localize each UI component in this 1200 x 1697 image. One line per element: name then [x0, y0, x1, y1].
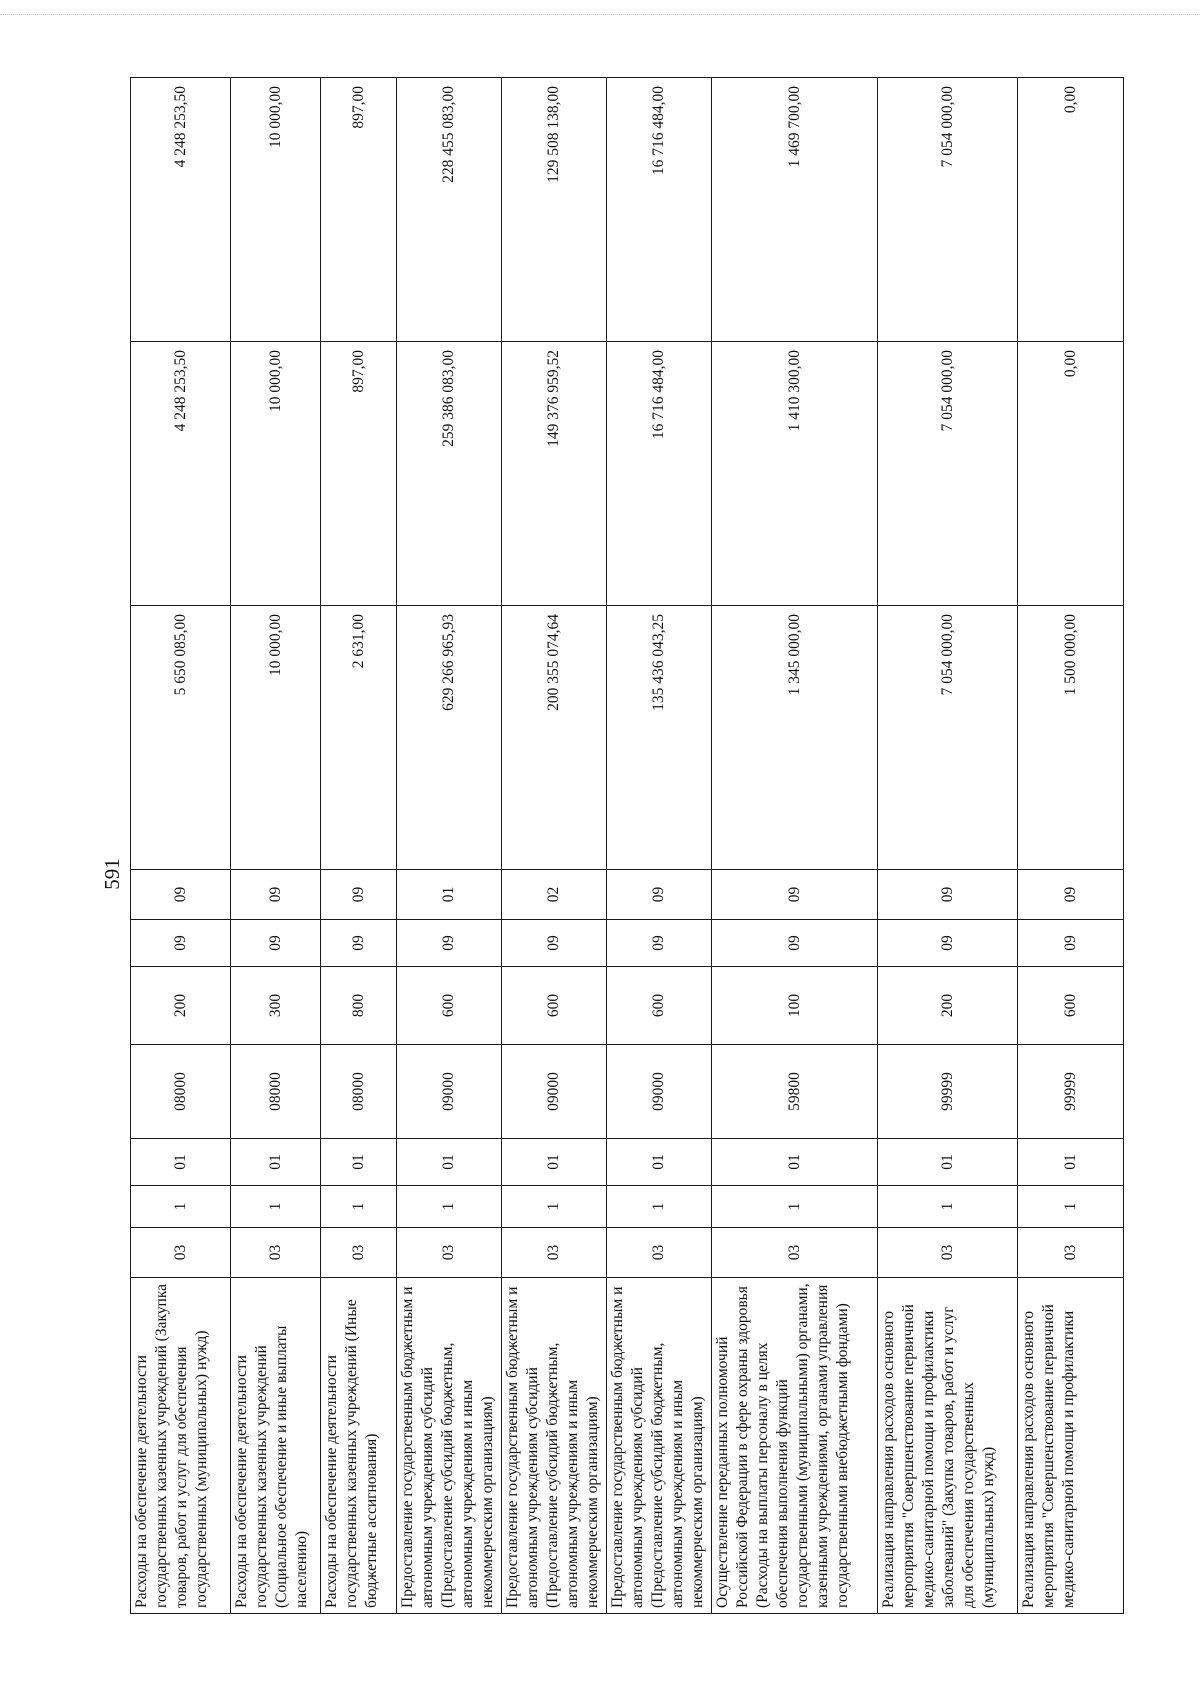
code-cell: 09 — [712, 920, 878, 967]
amount-cell: 10 000,00 — [231, 606, 321, 870]
row-name-cell: Предоставление государственным бюджетным и автономным учреждениям субсидий (Предоставление субсидий бюджетным, автономным учреждениям и иным некоммерческим организациям) — [397, 1278, 502, 1614]
code-cell: 1 — [712, 1186, 878, 1228]
code-cell: 08000 — [131, 1045, 231, 1139]
amount-cell: 149 376 959,52 — [502, 342, 607, 606]
rotated-table-wrapper — [130, 78, 1096, 1614]
code-cell: 300 — [231, 967, 321, 1045]
table-body — [131, 78, 1124, 1614]
table-row — [607, 78, 712, 1614]
code-cell: 600 — [397, 967, 502, 1045]
code-cell: 1 — [878, 1186, 1018, 1228]
amount-cell: 0,00 — [1018, 342, 1124, 606]
amount-cell: 200 355 074,64 — [502, 606, 607, 870]
amount-cell: 7 054 000,00 — [878, 342, 1018, 606]
budget-table — [130, 77, 1124, 1614]
code-cell: 03 — [231, 1228, 321, 1278]
amount-cell: 629 266 965,93 — [397, 606, 502, 870]
code-cell: 01 — [1018, 1139, 1124, 1186]
code-cell: 01 — [607, 1139, 712, 1186]
code-cell: 1 — [231, 1186, 321, 1228]
code-cell: 08000 — [231, 1045, 321, 1139]
table-row — [397, 78, 502, 1614]
code-cell: 09 — [607, 870, 712, 920]
code-cell: 09 — [231, 870, 321, 920]
amount-cell: 1 345 000,00 — [712, 606, 878, 870]
amount-cell: 129 508 138,00 — [502, 78, 607, 342]
amount-cell: 5 650 085,00 — [131, 606, 231, 870]
amount-cell: 1 469 700,00 — [712, 78, 878, 342]
code-cell: 01 — [397, 870, 502, 920]
table-row — [131, 78, 231, 1614]
code-cell: 09 — [231, 920, 321, 967]
amount-cell: 16 716 484,00 — [607, 342, 712, 606]
code-cell: 09 — [502, 920, 607, 967]
table-row — [502, 78, 607, 1614]
amount-cell: 228 455 083,00 — [397, 78, 502, 342]
amount-cell: 4 248 253,50 — [131, 78, 231, 342]
amount-cell: 897,00 — [321, 342, 397, 606]
amount-cell: 0,00 — [1018, 78, 1124, 342]
code-cell: 03 — [712, 1228, 878, 1278]
code-cell: 1 — [607, 1186, 712, 1228]
row-name-cell: Предоставление государственным бюджетным и автономным учреждениям субсидий (Предоставление субсидий бюджетным, автономным учреждениям и иным некоммерческим организациям) — [607, 1278, 712, 1614]
row-name-cell: Расходы на обеспечение деятельности государственных казенных учреждений (Социальное обеспечение и иные выплаты населению) — [231, 1278, 321, 1614]
row-name-cell: Реализация направления расходов основного мероприятия "Совершенствование первичной медико-санитарной помощи и профилактики заболеваний" (Закупка товаров, работ и услуг для обеспечения государственных (муниципальных) нужд) — [878, 1278, 1018, 1614]
code-cell: 600 — [1018, 967, 1124, 1045]
amount-cell: 135 436 043,25 — [607, 606, 712, 870]
code-cell: 01 — [502, 1139, 607, 1186]
amount-cell: 4 248 253,50 — [131, 342, 231, 606]
code-cell: 02 — [502, 870, 607, 920]
code-cell: 100 — [712, 967, 878, 1045]
code-cell: 1 — [1018, 1186, 1124, 1228]
code-cell: 08000 — [321, 1045, 397, 1139]
code-cell: 09 — [321, 870, 397, 920]
row-name-cell: Осуществление переданных полномочий Российской Федерации в сфере охраны здоровья (Расходы на выплаты персоналу в целях обеспечения выполнения функций государственными (муниципальными) органами, казенными учреждениями, органами управления государственными внебюджетными фондами) — [712, 1278, 878, 1614]
code-cell: 99999 — [878, 1045, 1018, 1139]
code-cell: 59800 — [712, 1045, 878, 1139]
code-cell: 800 — [321, 967, 397, 1045]
row-name-cell: Расходы на обеспечение деятельности государственных казенных учреждений (Закупка товаров, работ и услуг для обеспечения государственных (муниципальных) нужд) — [131, 1278, 231, 1614]
code-cell: 03 — [397, 1228, 502, 1278]
code-cell: 01 — [712, 1139, 878, 1186]
amount-cell: 7 054 000,00 — [878, 78, 1018, 342]
code-cell: 09 — [607, 920, 712, 967]
code-cell: 01 — [397, 1139, 502, 1186]
code-cell: 1 — [502, 1186, 607, 1228]
code-cell: 09000 — [502, 1045, 607, 1139]
code-cell: 03 — [502, 1228, 607, 1278]
table-row — [1018, 78, 1124, 1614]
code-cell: 1 — [321, 1186, 397, 1228]
code-cell: 01 — [131, 1139, 231, 1186]
amount-cell: 10 000,00 — [231, 342, 321, 606]
code-cell: 01 — [878, 1139, 1018, 1186]
code-cell: 09 — [712, 870, 878, 920]
code-cell: 03 — [321, 1228, 397, 1278]
code-cell: 09 — [878, 920, 1018, 967]
amount-cell: 2 631,00 — [321, 606, 397, 870]
code-cell: 09 — [131, 870, 231, 920]
table-row — [321, 78, 397, 1614]
amount-cell: 259 386 083,00 — [397, 342, 502, 606]
amount-cell: 10 000,00 — [231, 78, 321, 342]
code-cell: 200 — [131, 967, 231, 1045]
code-cell: 09 — [1018, 870, 1124, 920]
code-cell: 200 — [878, 967, 1018, 1045]
amount-cell: 897,00 — [321, 78, 397, 342]
code-cell: 03 — [878, 1228, 1018, 1278]
code-cell: 600 — [607, 967, 712, 1045]
table-row — [712, 78, 878, 1614]
amount-cell: 7 054 000,00 — [878, 606, 1018, 870]
code-cell: 09000 — [607, 1045, 712, 1139]
code-cell: 99999 — [1018, 1045, 1124, 1139]
code-cell: 09000 — [397, 1045, 502, 1139]
code-cell: 09 — [1018, 920, 1124, 967]
amount-cell: 1 410 300,00 — [712, 342, 878, 606]
code-cell: 09 — [397, 920, 502, 967]
row-name-cell: Расходы на обеспечение деятельности государственных казенных учреждений (Иные бюджетные ассигнования) — [321, 1278, 397, 1614]
row-name-cell: Предоставление государственным бюджетным и автономным учреждениям субсидий (Предоставление субсидий бюджетным, автономным учреждениям и иным некоммерческим организациям) — [502, 1278, 607, 1614]
table-row — [231, 78, 321, 1614]
code-cell: 01 — [231, 1139, 321, 1186]
top-edge-line — [0, 14, 1200, 15]
page-number: 591 — [100, 858, 124, 890]
code-cell: 03 — [131, 1228, 231, 1278]
code-cell: 600 — [502, 967, 607, 1045]
code-cell: 09 — [131, 920, 231, 967]
amount-cell: 1 500 000,00 — [1018, 606, 1124, 870]
code-cell: 03 — [607, 1228, 712, 1278]
code-cell: 1 — [131, 1186, 231, 1228]
table-row — [878, 78, 1018, 1614]
row-name-cell: Реализация направления расходов основного мероприятия "Совершенствование первичной медико-санитарной помощи и профилактики — [1018, 1278, 1124, 1614]
code-cell: 1 — [397, 1186, 502, 1228]
code-cell: 09 — [321, 920, 397, 967]
code-cell: 03 — [1018, 1228, 1124, 1278]
code-cell: 01 — [321, 1139, 397, 1186]
amount-cell: 16 716 484,00 — [607, 78, 712, 342]
code-cell: 09 — [878, 870, 1018, 920]
